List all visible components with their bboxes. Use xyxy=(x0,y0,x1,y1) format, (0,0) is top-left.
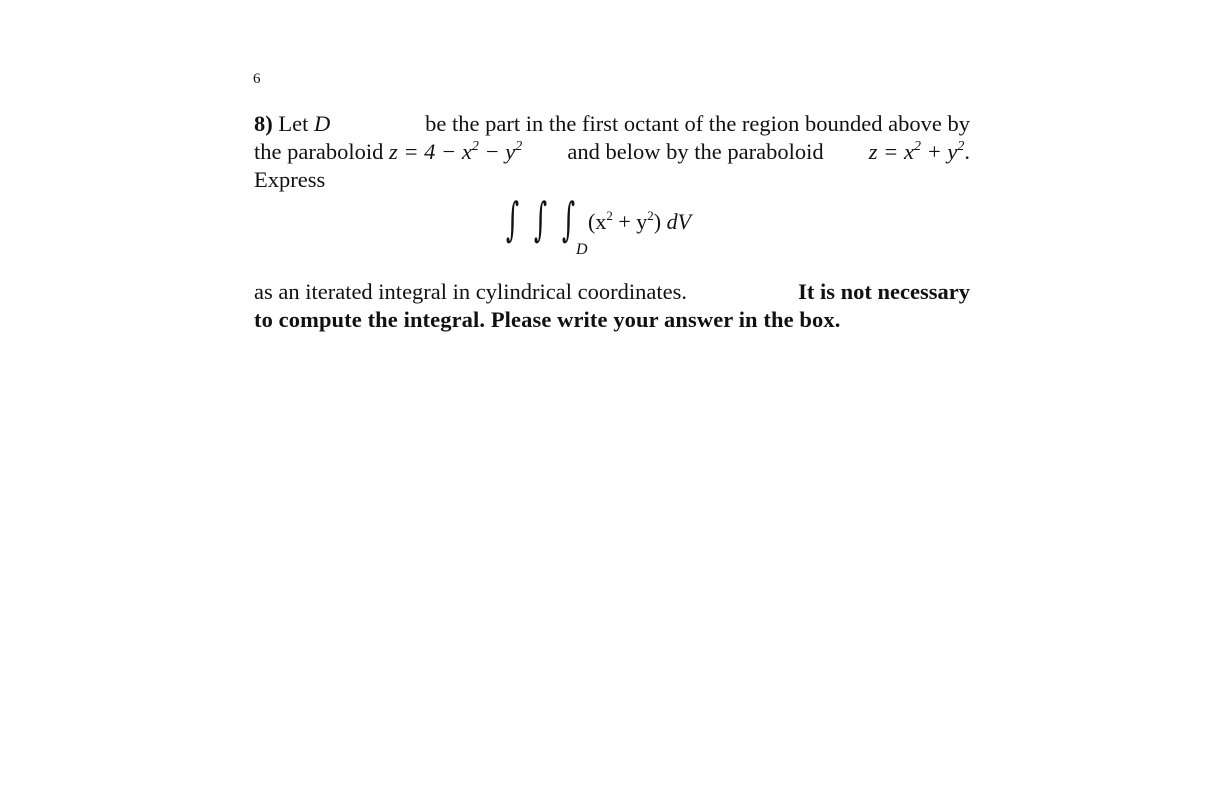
problem-number: 8) xyxy=(254,111,273,136)
triple-integral xyxy=(254,194,970,278)
problem-8 xyxy=(254,110,970,334)
intro-text-a: Let xyxy=(278,111,309,136)
iterated-integral-text: as an iterated integral in cylindrical coordinates. xyxy=(254,279,687,304)
page-number: 6 xyxy=(253,71,261,87)
intro-text-b: be the part in the first octant of the region bounded above by xyxy=(425,111,970,136)
integral-sign-icon: ∫ xyxy=(506,192,520,246)
problem-line-4 xyxy=(254,278,970,306)
express-text: Express xyxy=(254,167,326,192)
integral-sign-icon: ∫ xyxy=(562,192,576,246)
integral-sign-icon: ∫ xyxy=(534,192,548,246)
paraboloid-text-a: the paraboloid xyxy=(254,139,384,164)
paraboloid-text-b: and below by the paraboloid xyxy=(567,139,824,164)
not-necessary-text: It is not necessary xyxy=(798,279,970,304)
upper-paraboloid-equation: $z = 4 - x^2 - y^2$ xyxy=(388,139,523,164)
problem-line-1 xyxy=(254,110,970,138)
integrand: $(x^2 + y^2)$ dV xyxy=(588,208,692,234)
integral-region: D xyxy=(576,241,588,258)
triple-integral-expression xyxy=(506,194,766,278)
problem-line-2 xyxy=(254,138,970,166)
line-2-part-a xyxy=(254,138,522,166)
region-variable: D xyxy=(313,111,331,136)
instruction-text: to compute the integral. Please write your answer in the box. xyxy=(254,307,841,332)
line-1-start xyxy=(254,110,330,138)
lower-paraboloid-equation: $z = x^2 + y^2$. xyxy=(868,139,970,164)
